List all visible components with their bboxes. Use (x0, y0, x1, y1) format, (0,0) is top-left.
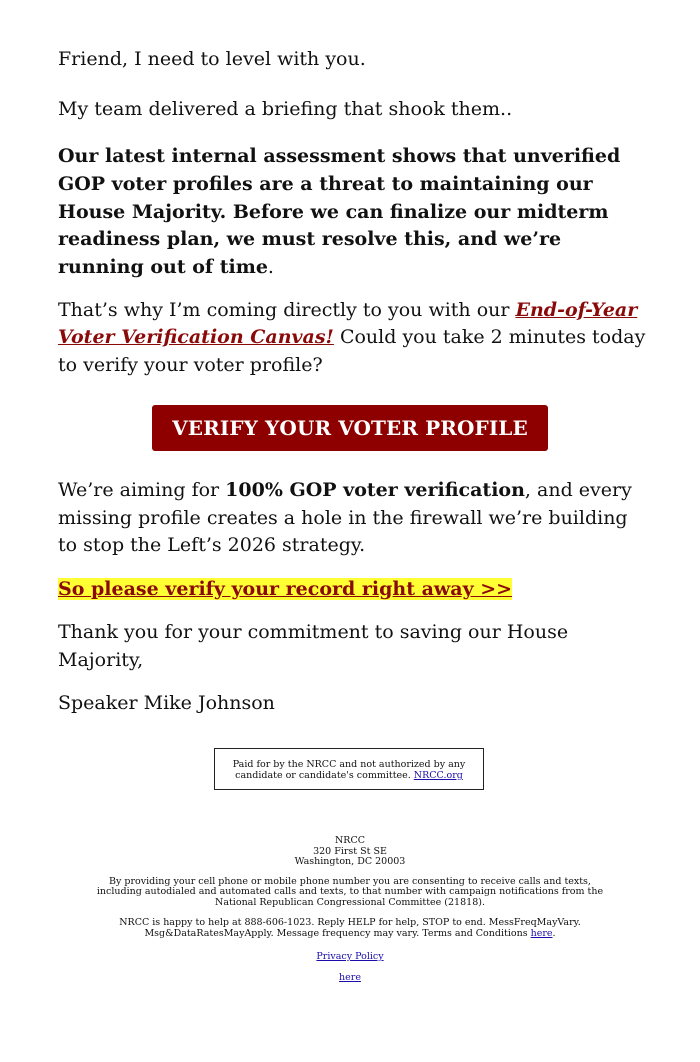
privacy-policy-row (95, 952, 605, 963)
verify-record-link[interactable]: So please verify your record right away >> (58, 577, 513, 600)
aim-prefix-text: We’re aiming for (58, 479, 226, 502)
help-paragraph (95, 918, 605, 939)
privacy-policy-link[interactable]: Privacy Policy (316, 951, 384, 962)
email-body (58, 46, 648, 718)
signature: Speaker Mike Johnson (58, 692, 275, 715)
aim-bold-text: 100% GOP voter verification (225, 479, 525, 502)
ask-prefix-text: That’s why I’m coming directly to you with our (58, 298, 516, 321)
consent-text: By providing your cell phone or mobile phone number you are consenting to receive calls and texts, including autodialed and automated calls and texts, to that number with campaign notifications from the National Republican Congressional Committee (21818). (96, 875, 604, 908)
aim-suffix-text: , and every missing profile creates a hole in the firewall we’re building to stop the Left’s 2026 strategy. (58, 479, 632, 557)
unsubscribe-here-link[interactable]: here (339, 971, 361, 983)
ask-suffix-text: Could you take 2 minutes today to verify your voter profile? (58, 326, 646, 376)
assessment-paragraph (58, 143, 648, 282)
verify-button-wrap (58, 405, 642, 451)
paid-for-disclaimer-box (214, 748, 484, 790)
address-block (95, 836, 605, 868)
org-name: NRCC (334, 835, 365, 846)
ask-paragraph (58, 297, 648, 380)
briefing-text: My team delivered a briefing that shook them.. (58, 97, 513, 120)
help-end: . (552, 927, 556, 939)
highlight-paragraph (58, 576, 648, 604)
assessment-bold-text: Our latest internal assessment shows that unverified GOP voter profiles are a threat to maintaining our House Majority. Before we can finalize our midterm readiness plan, we must resolve this, and we’re running out of time (58, 145, 621, 279)
voter-verification-canvas-link[interactable]: End-of-Year Voter Verification Canvas! (58, 298, 638, 349)
footer (95, 836, 605, 983)
unsubscribe-row (95, 973, 605, 984)
disclaimer-text: Paid for by the NRCC and not authorized by any candidate or candidate's committee. (232, 759, 466, 781)
aim-paragraph (58, 477, 648, 560)
assessment-period: . (267, 256, 274, 279)
city-address: Washington, DC 20003 (294, 856, 406, 867)
terms-here-link[interactable]: here (530, 927, 553, 939)
street-address: 320 First St SE (313, 845, 387, 857)
nrcc-org-link[interactable]: NRCC.org (413, 770, 463, 781)
help-text: NRCC is happy to help at 888-606-1023. Reply HELP for help, STOP to end. MessFreqMayVary. Msg&DataRatesMayApply. Message frequency may vary. Terms and Conditions (119, 917, 581, 939)
thanks-text: Thank you for your commitment to saving our House Majority, (58, 621, 569, 671)
verify-voter-profile-button[interactable]: VERIFY YOUR VOTER PROFILE (152, 405, 548, 451)
greeting-text: Friend, I need to level with you. (58, 48, 366, 70)
